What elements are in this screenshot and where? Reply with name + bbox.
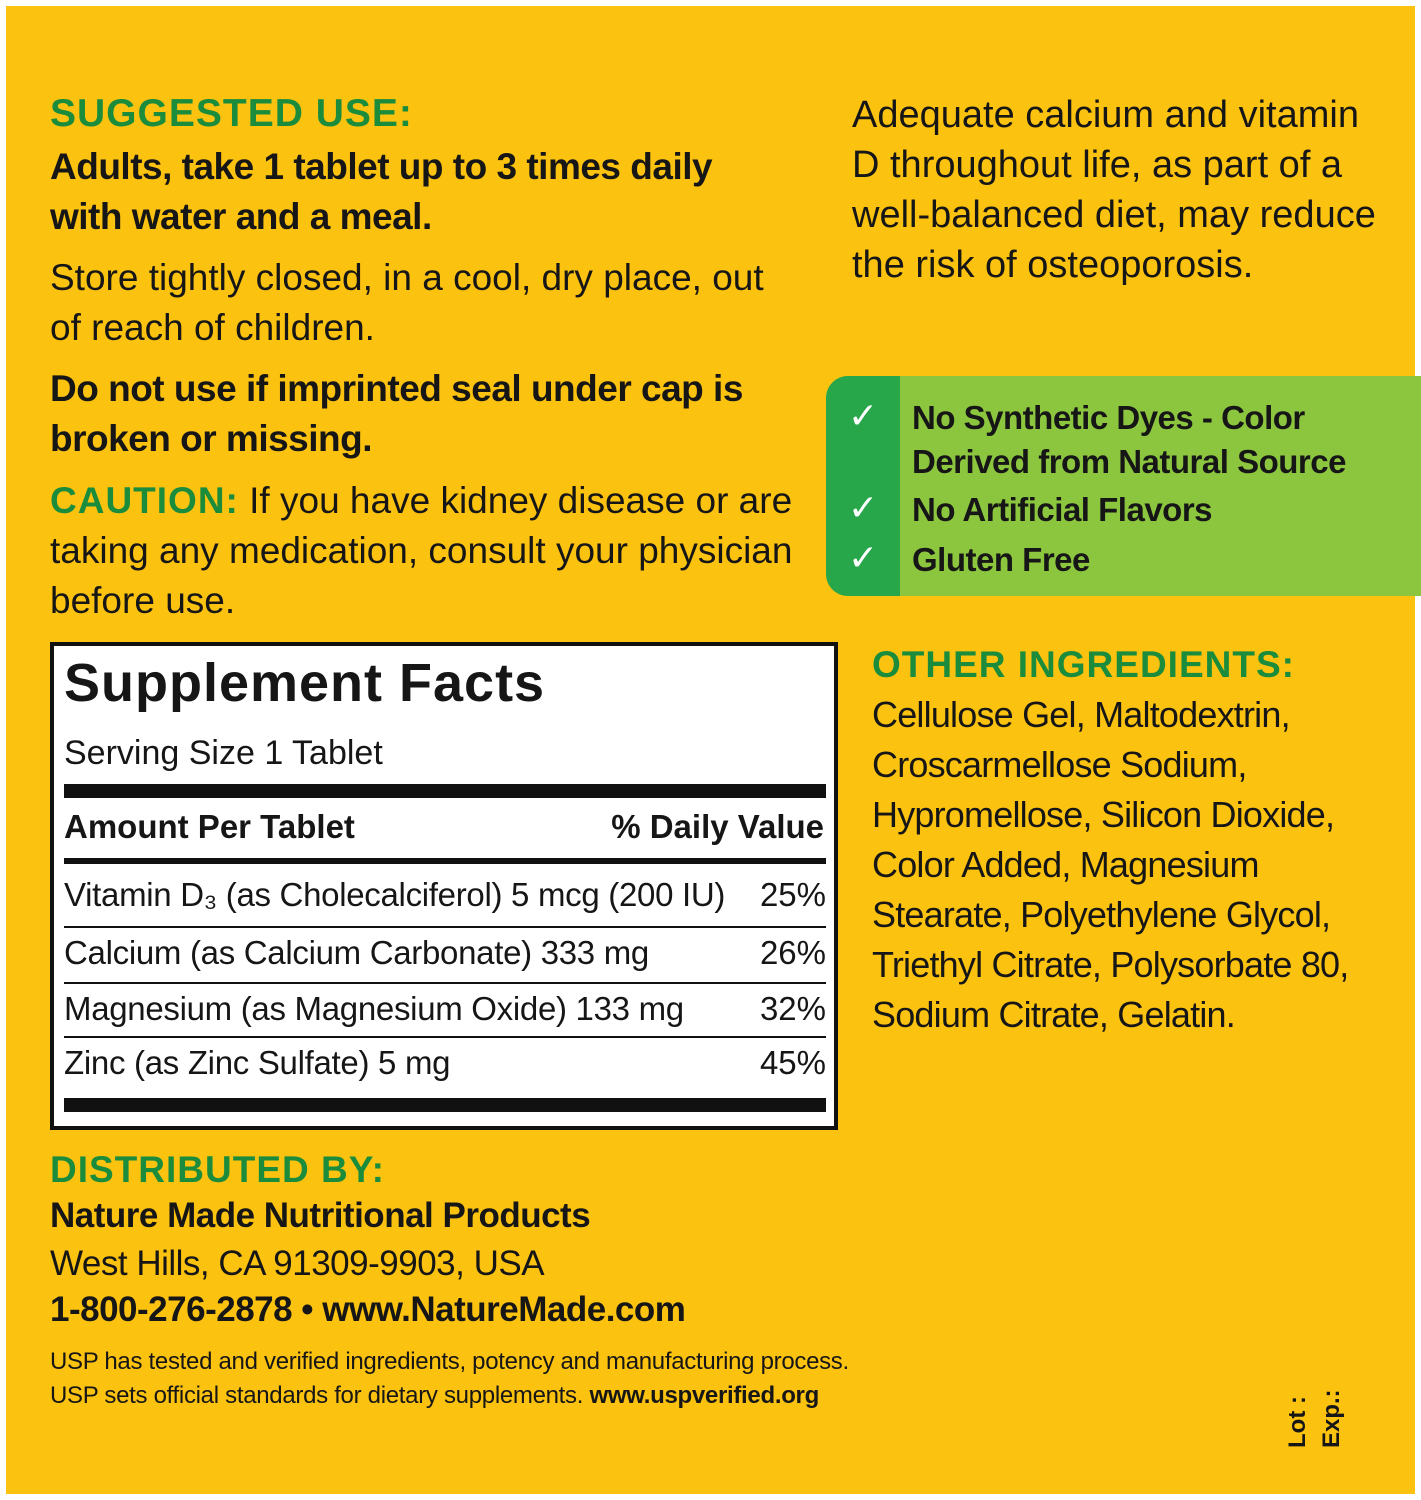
supplement-facts-title: Supplement Facts [64,653,546,713]
claims-panel [826,376,1421,596]
nutrient-name: Zinc (as Zinc Sulfate) 5 mg [64,1044,451,1081]
dosage-instructions: Adults, take 1 tablet up to 3 times daily with water and a meal. [50,146,713,237]
caution-statement [50,476,810,626]
nutrient-row [64,1036,826,1090]
claim-text: Gluten Free [912,541,1090,578]
seal-warning: Do not use if imprinted seal under cap is broken or missing. [50,368,743,459]
lot-label: Lot : [1284,1396,1311,1448]
checkmark-icon: ✓ [848,396,879,437]
header-divider [64,858,826,864]
claim-text: No Artificial Flavors [912,491,1213,528]
usp-statement-line: USP has tested and verified ingredients, potency and manufacturing process. [50,1348,849,1375]
other-ingredients-list: Cellulose Gel, Maltodextrin, Croscarmellose Sodium, Hypromellose, Silicon Dioxide, Color Added, Magnesium Stearate, Polyethylene Glycol, Triethyl Citrate, Polysorbate 80, Sodium Citrate, Gelatin. [872,694,1349,1035]
serving-size: Serving Size 1 Tablet [64,734,383,772]
bottom-divider [64,1098,826,1112]
nutrient-daily-value: 25% [759,876,826,913]
claim-item [826,538,1421,588]
other-ingredients-heading: OTHER INGREDIENTS: [872,644,1295,685]
distributor-contact: 1-800-276-2878 • www.NatureMade.com [50,1290,686,1329]
distributor-company: Nature Made Nutritional Products [50,1196,591,1235]
claim-item [826,488,1421,538]
lot-exp-area [1284,1356,1354,1448]
caution-label: CAUTION: [50,480,239,521]
nutrient-daily-value: 45% [759,1044,826,1081]
claim-text: No Synthetic Dyes - Color Derived from Natural Source [912,399,1346,480]
nutrient-row [64,926,826,980]
thick-divider [64,784,826,798]
nutrient-name: Vitamin D₃ (as Cholecalciferol) 5 mcg (200 IU) [64,876,726,913]
nutrient-name: Magnesium (as Magnesium Oxide) 133 mg [64,990,684,1027]
distributor-address: West Hills, CA 91309-9903, USA [50,1244,545,1283]
daily-value-header: % Daily Value [611,808,824,845]
storage-instructions: Store tightly closed, in a cool, dry place, out of reach of children. [50,257,764,348]
nutrient-row [64,868,826,922]
supplement-facts-table [50,642,838,1130]
health-claim: Adequate calcium and vitamin D throughout life, as part of a well-balanced diet, may reduce the risk of osteoporosis. [852,94,1376,286]
usp-verified-link[interactable]: www.uspverified.org [589,1382,819,1409]
nutrient-name: Calcium (as Calcium Carbonate) 333 mg [64,934,649,971]
nutrient-daily-value: 32% [759,990,826,1027]
distributed-by-heading: DISTRIBUTED BY: [50,1149,385,1190]
suggested-use-heading: SUGGESTED USE: [50,92,413,135]
nutrient-row [64,982,826,1036]
claim-item [826,396,1421,488]
usp-statement-line [50,1382,819,1410]
exp-label: Exp.: [1318,1389,1345,1448]
checkmark-icon: ✓ [848,538,879,579]
checkmark-icon: ✓ [848,488,879,529]
amount-per-tablet-header: Amount Per Tablet [64,808,355,845]
usp-statement-text: USP sets official standards for dietary supplements. [50,1382,590,1409]
caution-text: If you have kidney disease or are taking any medication, consult your physician before use. [50,480,793,621]
nutrient-daily-value: 26% [759,934,826,971]
